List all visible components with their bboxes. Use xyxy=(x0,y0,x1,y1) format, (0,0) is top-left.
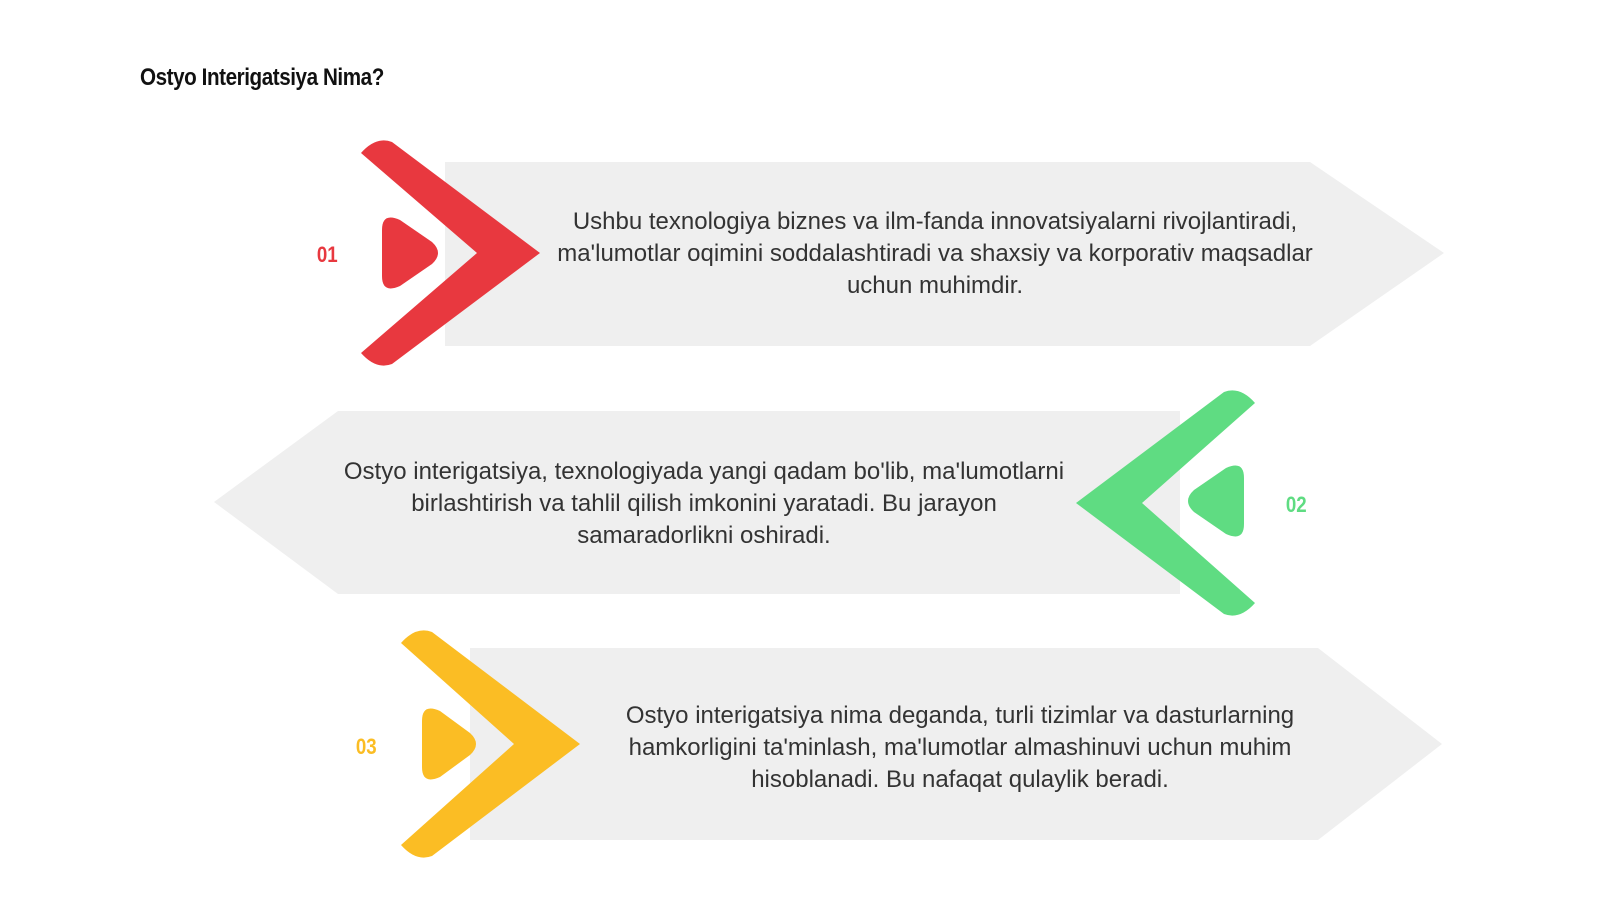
step-1-number: 01 xyxy=(316,242,338,267)
page-title: Ostyo Interigatsiya Nima? xyxy=(140,64,384,91)
step-2-text: Ostyo interigatsiya, texnologiyada yangi qadam bo'lib, ma'lumotlarni birlashtirish va tahlil qilish imkonini yaratadi. Bu jarayon samaradorlikni oshiradi. xyxy=(343,458,1065,549)
step-2-play-icon xyxy=(1188,466,1244,537)
step-3-number: 03 xyxy=(355,734,377,759)
step-1-text: Ushbu texnologiya biznes va ilm-fanda innovatsiyalarni rivojlantiradi, ma'lumotlar oqimini soddalashtiradi va shaxsiy va korporativ maqsadlar uchun muhimdir. xyxy=(557,208,1313,299)
step-1-play-icon xyxy=(382,218,438,289)
step-2-number: 02 xyxy=(1285,492,1307,517)
step-3-play-icon xyxy=(422,709,476,780)
step-3-text: Ostyo interigatsiya nima deganda, turli tizimlar va dasturlarning hamkorligini ta'minlash, ma'lumotlar almashinuvi uchun muhim hisoblanadi. Bu nafaqat qulaylik beradi. xyxy=(625,702,1295,793)
